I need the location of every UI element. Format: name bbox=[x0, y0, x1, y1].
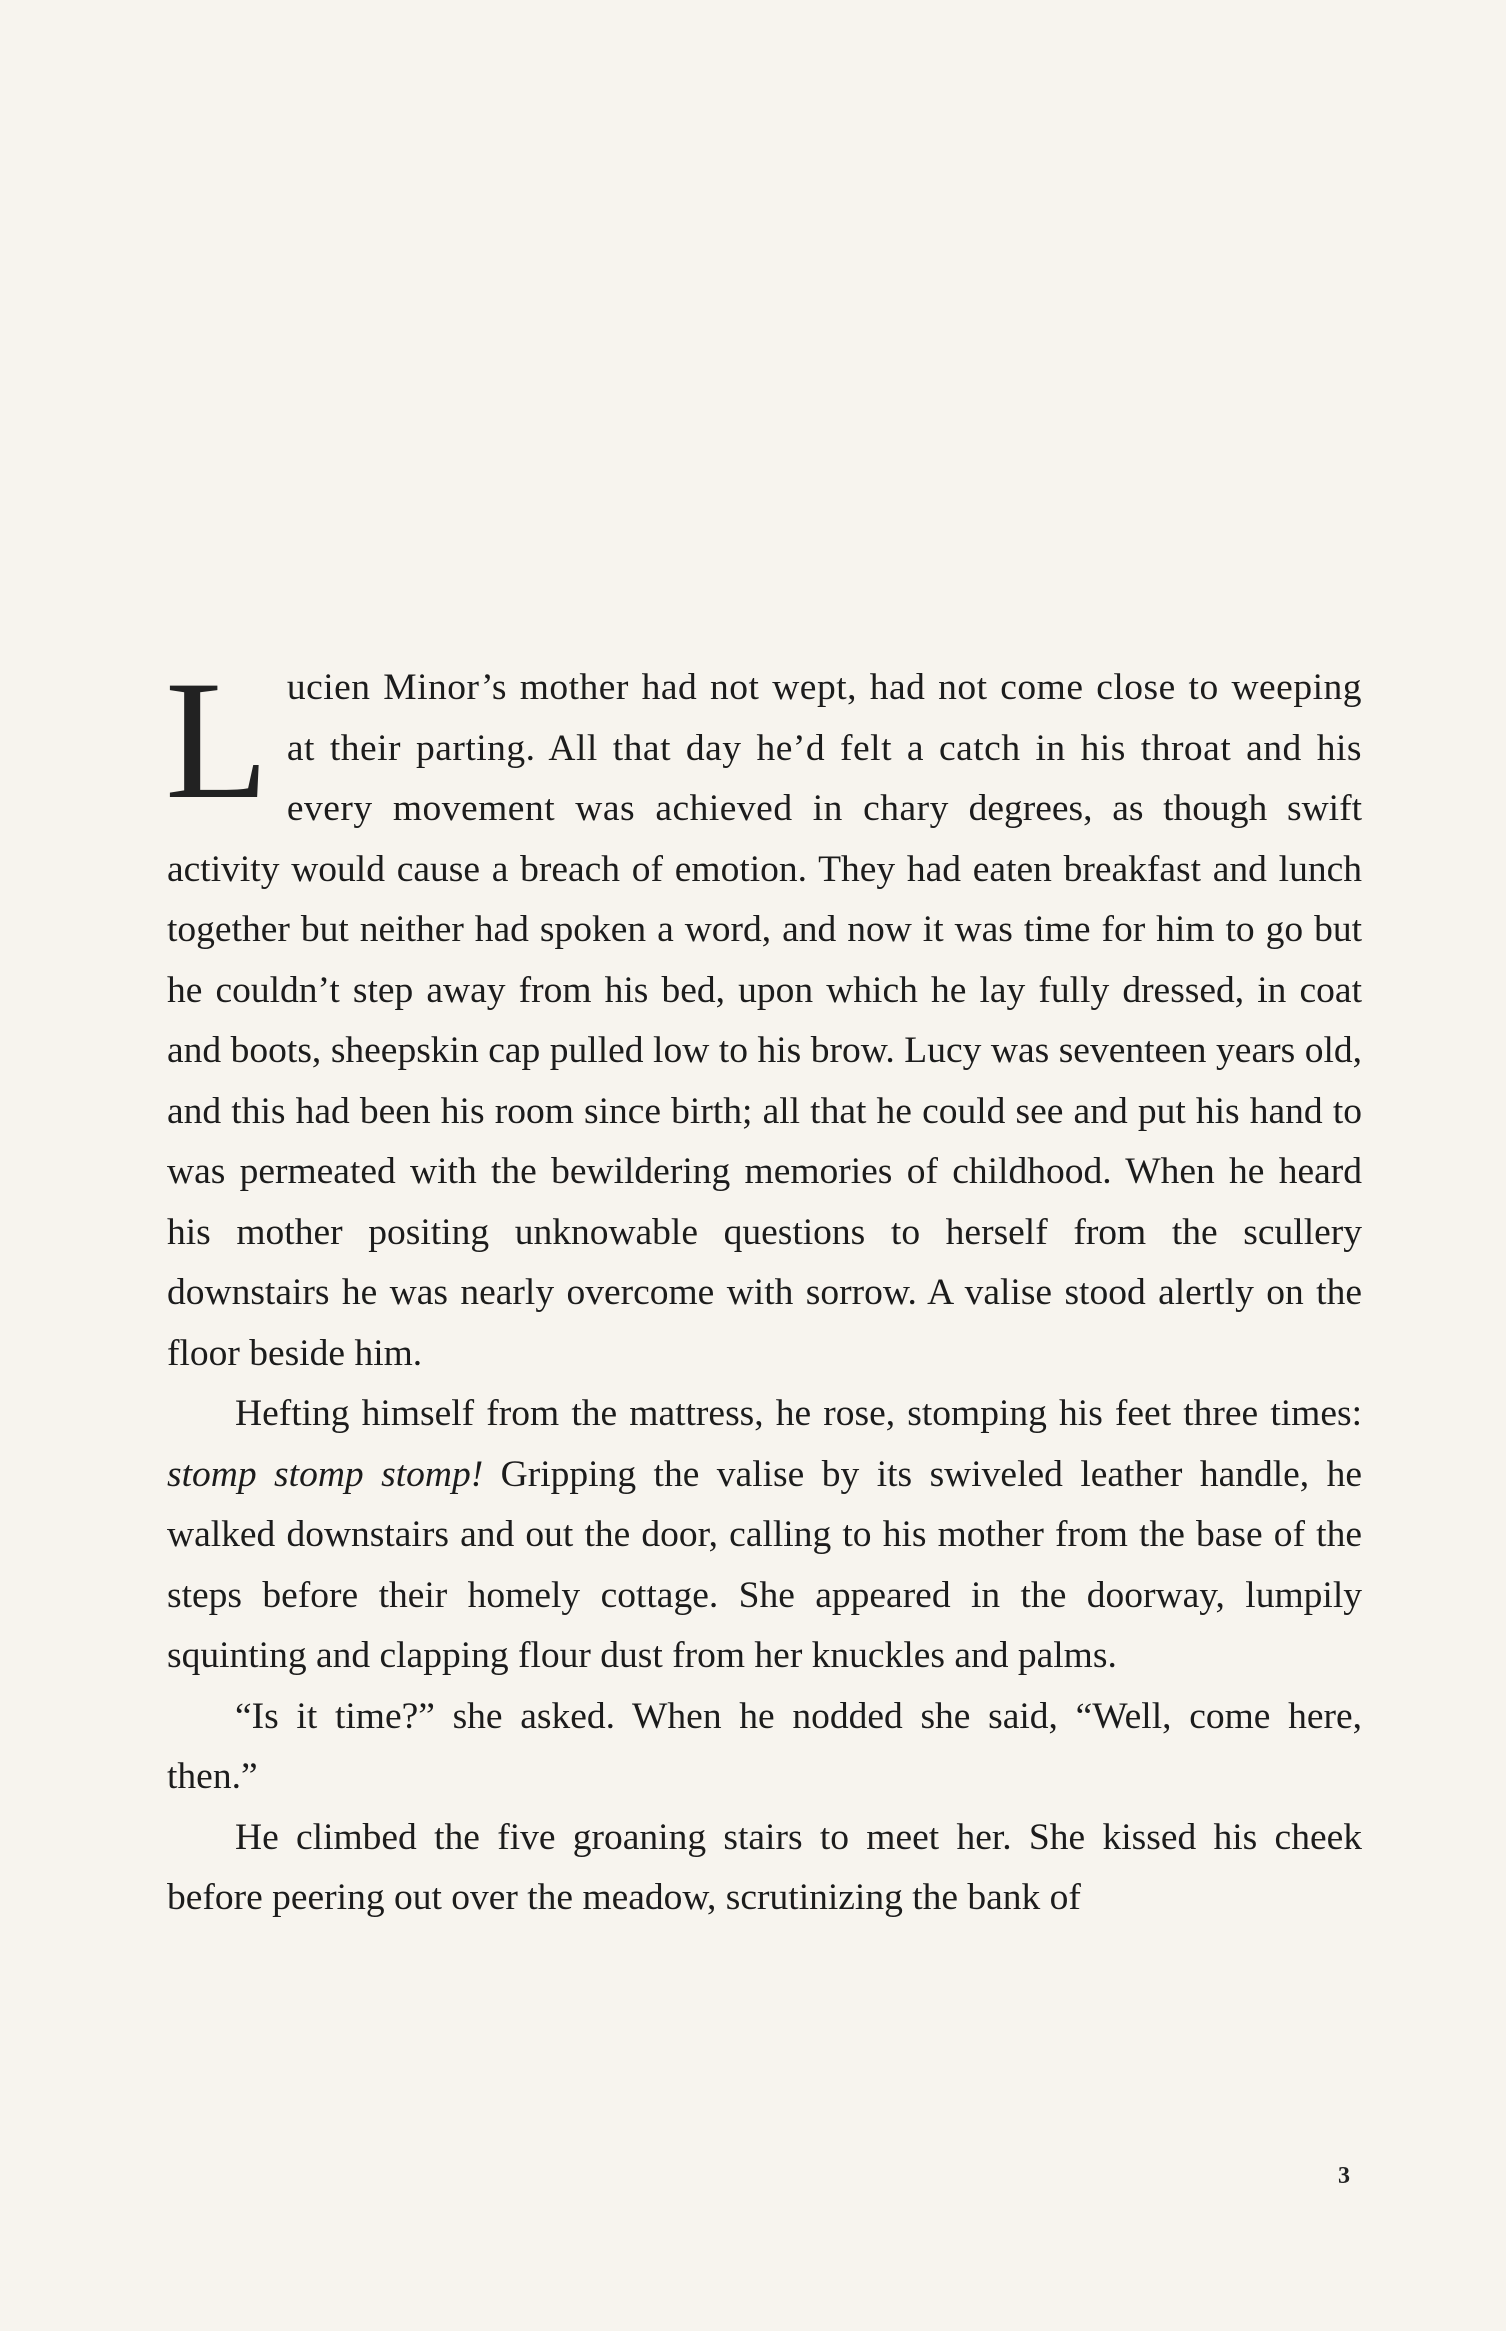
drop-cap: L bbox=[165, 646, 269, 834]
paragraph-2-before: Hefting himself from the mattress, he rose, stomping his feet three times: bbox=[235, 1393, 1362, 1434]
body-text bbox=[165, 646, 1363, 1929]
paragraph-1-lead: ucien Minor’s mother had not wept, had not come close to weeping at their parting. All that day he’d felt a catch in his throat and his every movement was achieved in chary bbox=[286, 667, 1362, 829]
page-number: 3 bbox=[1338, 2163, 1350, 2189]
paragraph-2-after: Gripping the valise by its swiveled leather handle, he walked downstairs and out the door, calling to his mother from the base of the steps before their homely cottage. She appeared in the doorway, lumpily squinting and clapping flour dust from her knuckles and palms. bbox=[167, 1453, 1363, 1676]
paragraph-2-emphasis: stomp stomp stomp! bbox=[167, 1453, 484, 1495]
paragraph-3: “Is it time?” she asked. When he nodded she said, “Well, come here, then.” bbox=[167, 1695, 1362, 1797]
paragraph-1-text: degrees, as though swift activity would cause a breach of emotion. They had eaten breakfast and lunch together but neither had spoken a word, and now it was time for him to go but he couldn’t step away from his bed, upon which he lay fully dressed, in coat and boots, sheepskin cap pulled low to his brow. Lucy was seventeen years old, and this had been his room since birth; all that he could see and put his hand to was permeated with the bewildering memories of childhood. When he heard his mother positing unknowable questions to herself from the scullery downstairs he was nearly overcome with sorrow. A valise stood alertly on the floor beside him. bbox=[167, 788, 1362, 1374]
paragraph-2 bbox=[167, 1384, 1362, 1687]
paragraph-1 bbox=[165, 646, 1362, 1384]
paragraph-4: He climbed the five groaning stairs to meet her. She kissed his cheek before peering out over the meadow, scrutinizing the bank of bbox=[167, 1816, 1362, 1918]
